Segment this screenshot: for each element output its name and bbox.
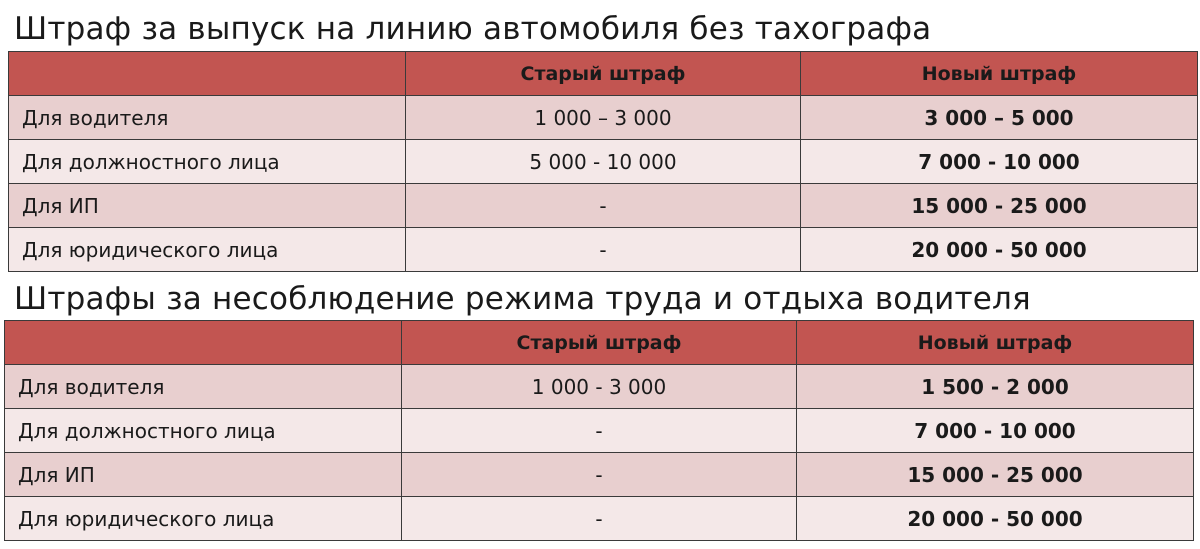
table-header-row (9, 52, 1198, 96)
old-fine-value: 5 000 - 10 000 (406, 140, 801, 184)
old-fine-value: - (402, 409, 797, 453)
table-row (5, 453, 1194, 497)
new-fine-value: 3 000 – 5 000 (801, 96, 1198, 140)
old-fine-value: - (406, 228, 801, 272)
row-label: Для юридического лица (5, 497, 402, 541)
table-row (5, 365, 1194, 409)
row-label: Для должностного лица (9, 140, 406, 184)
table-row (9, 140, 1198, 184)
new-fine-value: 1 500 - 2 000 (797, 365, 1194, 409)
old-fine-value: 1 000 - 3 000 (402, 365, 797, 409)
table-row (9, 228, 1198, 272)
new-fine-value: 15 000 - 25 000 (797, 453, 1194, 497)
row-label: Для водителя (9, 96, 406, 140)
table-row (5, 497, 1194, 541)
header-cell-old-fine: Старый штраф (406, 52, 801, 96)
row-label: Для ИП (5, 453, 402, 497)
fines-table-tachograph (8, 51, 1198, 272)
old-fine-value: - (406, 184, 801, 228)
table-header-row (5, 321, 1194, 365)
table-title-tachograph: Штраф за выпуск на линию автомобиля без тахографа (14, 11, 932, 47)
table-row (9, 184, 1198, 228)
old-fine-value: - (402, 453, 797, 497)
header-cell-new-fine: Новый штраф (801, 52, 1198, 96)
old-fine-value: - (402, 497, 797, 541)
table-row (9, 96, 1198, 140)
header-cell-old-fine: Старый штраф (402, 321, 797, 365)
new-fine-value: 7 000 - 10 000 (797, 409, 1194, 453)
new-fine-value: 20 000 - 50 000 (797, 497, 1194, 541)
header-cell-new-fine: Новый штраф (797, 321, 1194, 365)
fines-table-work-rest-regime (4, 320, 1194, 541)
row-label: Для ИП (9, 184, 406, 228)
header-cell-category (5, 321, 402, 365)
old-fine-value: 1 000 – 3 000 (406, 96, 801, 140)
new-fine-value: 15 000 - 25 000 (801, 184, 1198, 228)
table-row (5, 409, 1194, 453)
row-label: Для юридического лица (9, 228, 406, 272)
row-label: Для водителя (5, 365, 402, 409)
new-fine-value: 7 000 - 10 000 (801, 140, 1198, 184)
new-fine-value: 20 000 - 50 000 (801, 228, 1198, 272)
header-cell-category (9, 52, 406, 96)
table-title-work-rest-regime: Штрафы за несоблюдение режима труда и отдыха водителя (14, 281, 1031, 317)
row-label: Для должностного лица (5, 409, 402, 453)
